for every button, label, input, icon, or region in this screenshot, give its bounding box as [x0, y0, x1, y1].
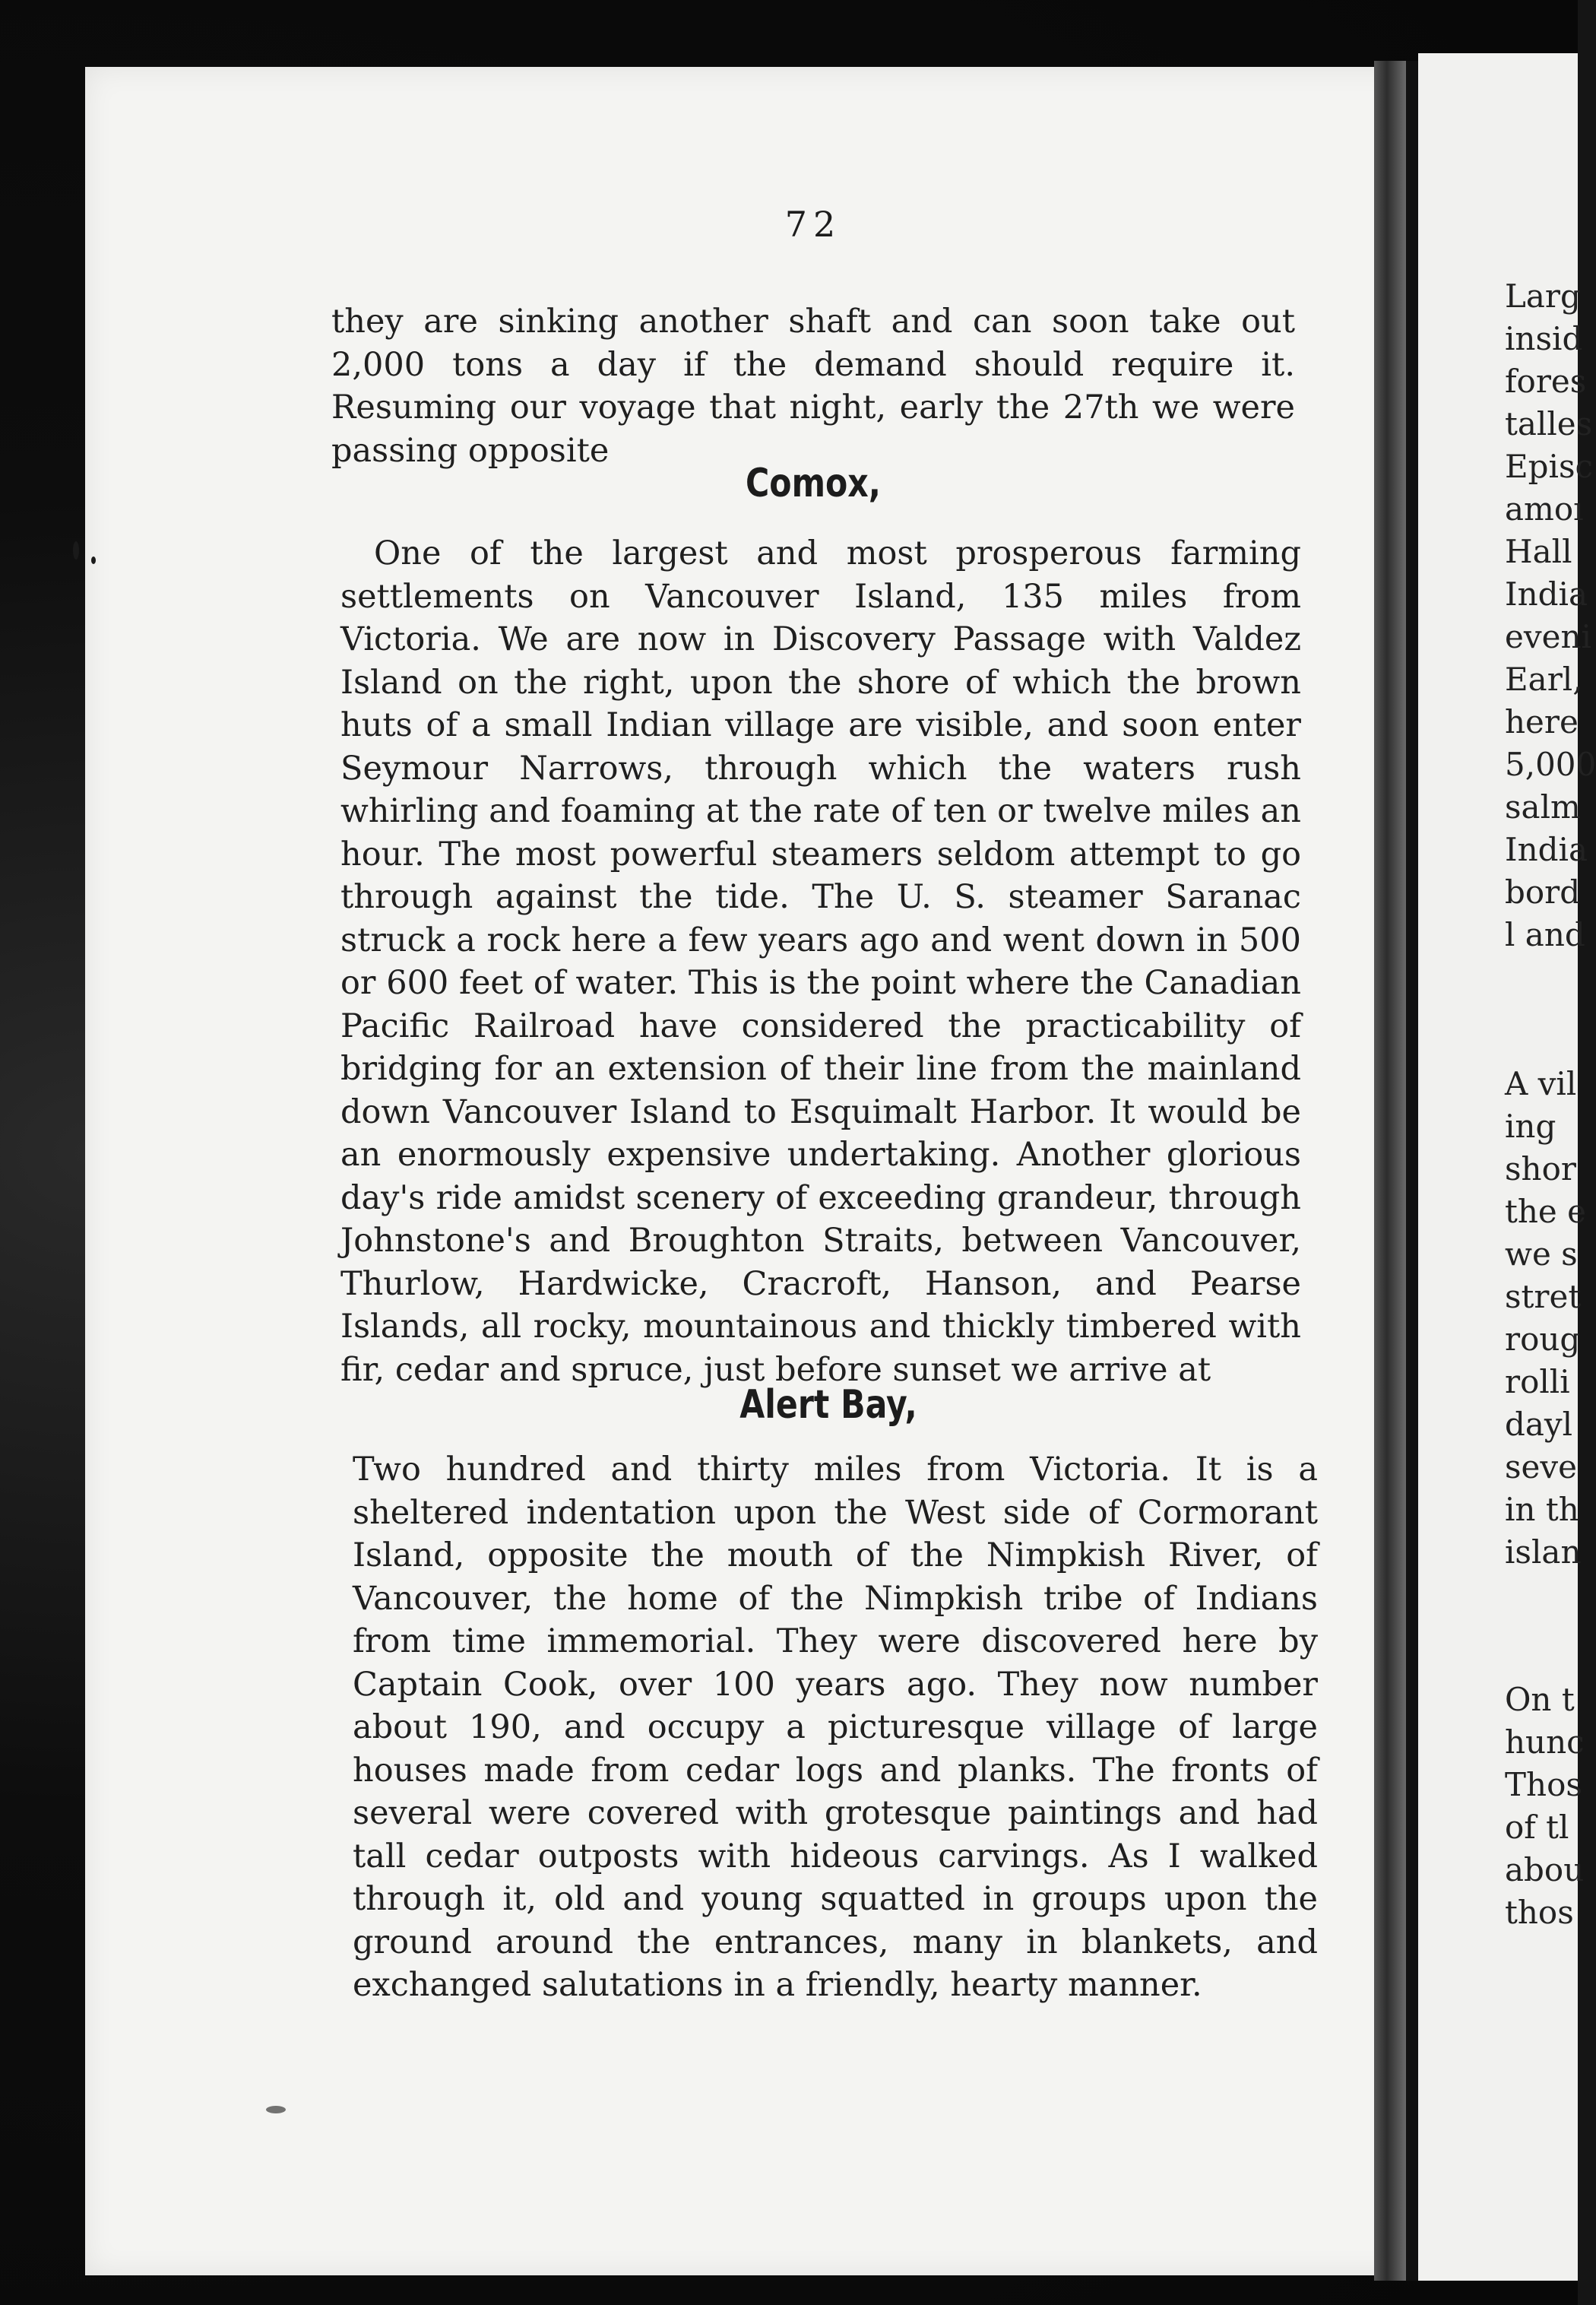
- adjacent-page-line: ing: [1505, 1108, 1556, 1145]
- adjacent-page-line: eveni: [1505, 618, 1591, 655]
- adjacent-page-line: amoı: [1505, 490, 1584, 528]
- adjacent-page-line: thos: [1505, 1894, 1574, 1931]
- adjacent-page-line: On t: [1505, 1681, 1575, 1718]
- adjacent-page-line: Earl,: [1505, 661, 1583, 698]
- adjacent-page-line: India: [1505, 831, 1588, 868]
- scan-speck: [266, 2106, 286, 2113]
- adjacent-page-line: we s: [1505, 1235, 1578, 1273]
- adjacent-page-line: Thos: [1505, 1766, 1582, 1803]
- adjacent-page-line: the e: [1505, 1193, 1586, 1230]
- adjacent-page-line: l and: [1505, 916, 1585, 953]
- adjacent-page-line: dayl: [1505, 1406, 1573, 1443]
- adjacent-page-line: A vil: [1505, 1065, 1577, 1102]
- adjacent-page-line: bord: [1505, 873, 1581, 911]
- scan-speck: [91, 556, 96, 564]
- heading-alert-bay: Alert Bay,: [739, 1382, 917, 1428]
- adjacent-page-line: rolli: [1505, 1363, 1570, 1400]
- adjacent-page-line: in th: [1505, 1491, 1579, 1528]
- adjacent-page-line: stret: [1505, 1278, 1582, 1315]
- book-spine: [1374, 61, 1406, 2281]
- adjacent-page-line: abou: [1505, 1851, 1585, 1888]
- adjacent-page-line: salm: [1505, 788, 1581, 826]
- adjacent-page-line: Episc: [1505, 448, 1594, 485]
- paragraph-comox: One of the largest and most prosperous farming settlements on Vancouver Island, 135 miles from Victoria. We are now in Discovery Passage with Valdez Island on the right, upon the shore of which the brown huts of a small Indian village are visible, and soon enter Seymour Narrows, through which the waters rush whirling and foaming at the rate of ten or twelve miles an hour. The most powerful steamers seldom attempt to go through against the tide. The U. S. steamer Saranac struck a rock here a few years ago and went down in 500 or 600 feet of water. This is the point where the Canadian Pacific Railroad have considered the practicability of bridging for an extension of their line from the mainland down Vancouver Island to Esquimalt Harbor. It would be an enormously expensive undertaking. Another glorious day's ride amidst scenery of exceeding grandeur, through Johnstone's and Broughton Straits, between Vancouver, Thurlow, Hardwicke, Cracroft, Hanson, and Pearse Islands, all rocky, mountainous and thickly timbered with fir, cedar and spruce, just before sunset we arrive at: [340, 534, 1301, 1389]
- adjacent-page-line: fores: [1505, 363, 1587, 400]
- adjacent-page-line: 5,000: [1505, 746, 1596, 783]
- adjacent-page-line: talles: [1505, 405, 1593, 442]
- adjacent-page-line: here: [1505, 703, 1579, 740]
- adjacent-page-line: Larg: [1505, 277, 1581, 315]
- heading-comox: Comox,: [745, 461, 882, 506]
- page-number: 72: [784, 204, 842, 245]
- page-gutter: [1406, 61, 1418, 2281]
- paragraph-alert-bay: Two hundred and thirty miles from Victoria. It is a sheltered indentation upon the West side of Cormorant Island, opposite the mouth of the Nimpkish River, of Vancouver, the home of the Nimpkish tribe of Indians from time immemorial. They were discovered here by Captain Cook, over 100 years ago. They now number about 190, and occupy a picturesque village of large houses made from cedar logs and planks. The fronts of several were covered with grotesque paintings and had tall cedar outposts with hideous carvings. As I walked through it, old and young squatted in groups upon the ground around the entrances, many in blankets, and exchanged salutations in a friendly, hearty manner.: [353, 1451, 1318, 2004]
- adjacent-page-line: islan: [1505, 1533, 1582, 1571]
- adjacent-page-line: hunc: [1505, 1723, 1585, 1761]
- scan-speck: [73, 541, 79, 560]
- adjacent-page-line: Hall: [1505, 533, 1572, 570]
- adjacent-page-line: insid: [1505, 320, 1583, 357]
- adjacent-page-line: seve: [1505, 1448, 1577, 1485]
- paragraph-opening: they are sinking another shaft and can soon take out 2,000 tons a day if the demand should require it. Resuming our voyage that night, early the 27th we were passing opposite: [331, 303, 1295, 470]
- adjacent-page-line: roug: [1505, 1321, 1581, 1358]
- adjacent-page-line: of tl: [1505, 1809, 1569, 1846]
- adjacent-page-line: shor: [1505, 1150, 1576, 1187]
- adjacent-page-line: India: [1505, 575, 1588, 613]
